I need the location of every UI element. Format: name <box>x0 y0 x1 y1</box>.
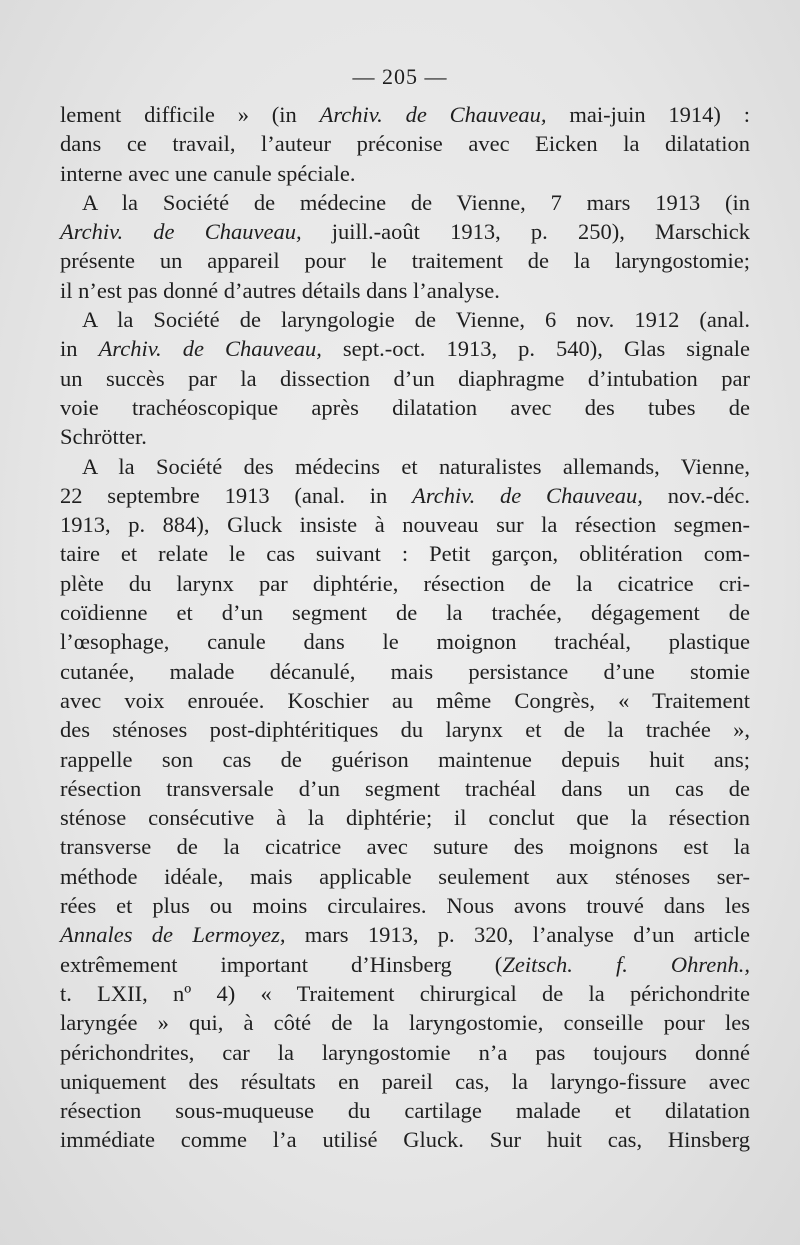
text-span: périchondrites, car la laryngostomie n’a pas toujours donné <box>60 1039 750 1065</box>
text-span: rées et plus ou moins circulaires. Nous avons trouvé dans les <box>60 893 750 919</box>
text-span: A la Société des médecins et naturalistes allemands, Vienne, <box>82 453 750 479</box>
text-span: sept.-oct. 1913, p. 540), Glas signale <box>321 336 750 362</box>
text-line <box>60 246 750 275</box>
text-span: immédiate comme l’a utilisé Gluck. Sur huit cas, Hinsberg <box>60 1127 750 1153</box>
text-span: mai-juin 1914) : <box>546 102 751 127</box>
text-line <box>60 1038 750 1067</box>
text-line <box>60 188 750 217</box>
text-span: juill.-août 1913, p. 250), Marschick <box>301 219 750 245</box>
text-line <box>60 100 750 129</box>
text-span: plète du larynx par diphtérie, résection de la cicatrice cri- <box>60 570 750 596</box>
text-line <box>60 979 750 1008</box>
text-span: t. LXII, nº 4) « Traitement chirurgical de la périchondrite <box>60 980 750 1006</box>
text-span: sténose consécutive à la diphtérie; il conclut que la résection <box>60 805 750 831</box>
text-span: des sténoses post-diphtéritiques du larynx et de la trachée », <box>60 717 750 743</box>
text-line <box>60 422 750 451</box>
text-line <box>60 1096 750 1125</box>
text-span: in <box>60 336 99 362</box>
text-line <box>60 832 750 861</box>
text-span: avec voix enrouée. Koschier au même Congrès, « Traitement <box>60 687 750 713</box>
text-line <box>60 803 750 832</box>
text-line <box>60 510 750 539</box>
text-line <box>60 745 750 774</box>
text-line <box>60 276 750 305</box>
text-line <box>60 598 750 627</box>
text-line <box>60 774 750 803</box>
italic-text: Zeitsch. f. Ohrenh., <box>502 951 751 977</box>
text-span: transverse de la cicatrice avec suture des moignons est la <box>60 834 750 860</box>
text-span: résection sous-muqueuse du cartilage malade et dilatation <box>60 1098 750 1124</box>
text-span: résection transversale d’un segment trachéal dans un cas de <box>60 775 750 801</box>
text-line <box>60 1067 750 1096</box>
text-span: présente un appareil pour le traitement de la laryngostomie; <box>60 248 750 274</box>
text-line <box>60 129 750 158</box>
page-number: — 205 — <box>352 64 448 89</box>
text-line <box>60 715 750 744</box>
text-line <box>60 364 750 393</box>
text-line <box>60 481 750 510</box>
text-span: un succès par la dissection d’un diaphragme d’intubation par <box>60 365 750 391</box>
text-span: laryngée » qui, à côté de la laryngostomie, conseille pour les <box>60 1010 750 1036</box>
text-line <box>60 920 750 949</box>
text-line <box>60 569 750 598</box>
text-span: interne avec une canule spéciale. <box>60 160 356 186</box>
text-span: Schrötter. <box>60 424 147 450</box>
text-line <box>60 539 750 568</box>
text-span: dans ce travail, l’auteur préconise avec Eicken la dilatation <box>60 131 750 157</box>
text-line <box>60 627 750 656</box>
body-text <box>60 100 750 1155</box>
text-line <box>60 950 750 979</box>
italic-text: Archiv. de Chauveau, <box>412 482 643 508</box>
text-line <box>60 159 750 188</box>
text-span: il n’est pas donné d’autres détails dans l’analyse. <box>60 277 500 303</box>
text-span: voie trachéoscopique après dilatation avec des tubes de <box>60 394 750 420</box>
text-line <box>60 305 750 334</box>
text-line <box>60 334 750 363</box>
text-span: lement difficile » (in <box>60 102 320 127</box>
text-span: rappelle son cas de guérison maintenue depuis huit ans; <box>60 746 750 772</box>
text-span: uniquement des résultats en pareil cas, la laryngo-fissure avec <box>60 1068 750 1094</box>
text-line <box>60 393 750 422</box>
text-line <box>60 1125 750 1154</box>
text-span: mars 1913, p. 320, l’analyse d’un article <box>285 922 750 948</box>
text-span: l’œsophage, canule dans le moignon trachéal, plastique <box>60 629 750 655</box>
italic-text: Annales de Lermoyez, <box>60 922 286 948</box>
text-line <box>60 452 750 481</box>
text-span: A la Société de médecine de Vienne, 7 mars 1913 (in <box>82 189 750 215</box>
text-span: nov.-déc. <box>642 482 750 508</box>
text-line <box>60 217 750 246</box>
text-span: extrêmement important d’Hinsberg ( <box>60 951 503 977</box>
text-span: A la Société de laryngologie de Vienne, 6 nov. 1912 (anal. <box>82 307 750 333</box>
text-span: coïdienne et d’un segment de la trachée, dégagement de <box>60 600 750 626</box>
text-span: taire et relate le cas suivant : Petit garçon, oblitération com- <box>60 541 750 567</box>
italic-text: Archiv. de Chauveau, <box>98 336 322 362</box>
text-span: 22 septembre 1913 (anal. in <box>60 482 413 508</box>
italic-text: Archiv. de Chauveau, <box>60 219 302 245</box>
text-span: 1913, p. 884), Gluck insiste à nouveau sur la résection segmen- <box>60 512 750 538</box>
text-span: méthode idéale, mais applicable seulement aux sténoses ser- <box>60 863 750 889</box>
text-span: cutanée, malade décanulé, mais persistance d’une stomie <box>60 658 750 684</box>
text-line <box>60 891 750 920</box>
italic-text: Archiv. de Chauveau, <box>319 102 547 127</box>
text-line <box>60 657 750 686</box>
text-line <box>60 686 750 715</box>
text-line <box>60 862 750 891</box>
text-line <box>60 1008 750 1037</box>
